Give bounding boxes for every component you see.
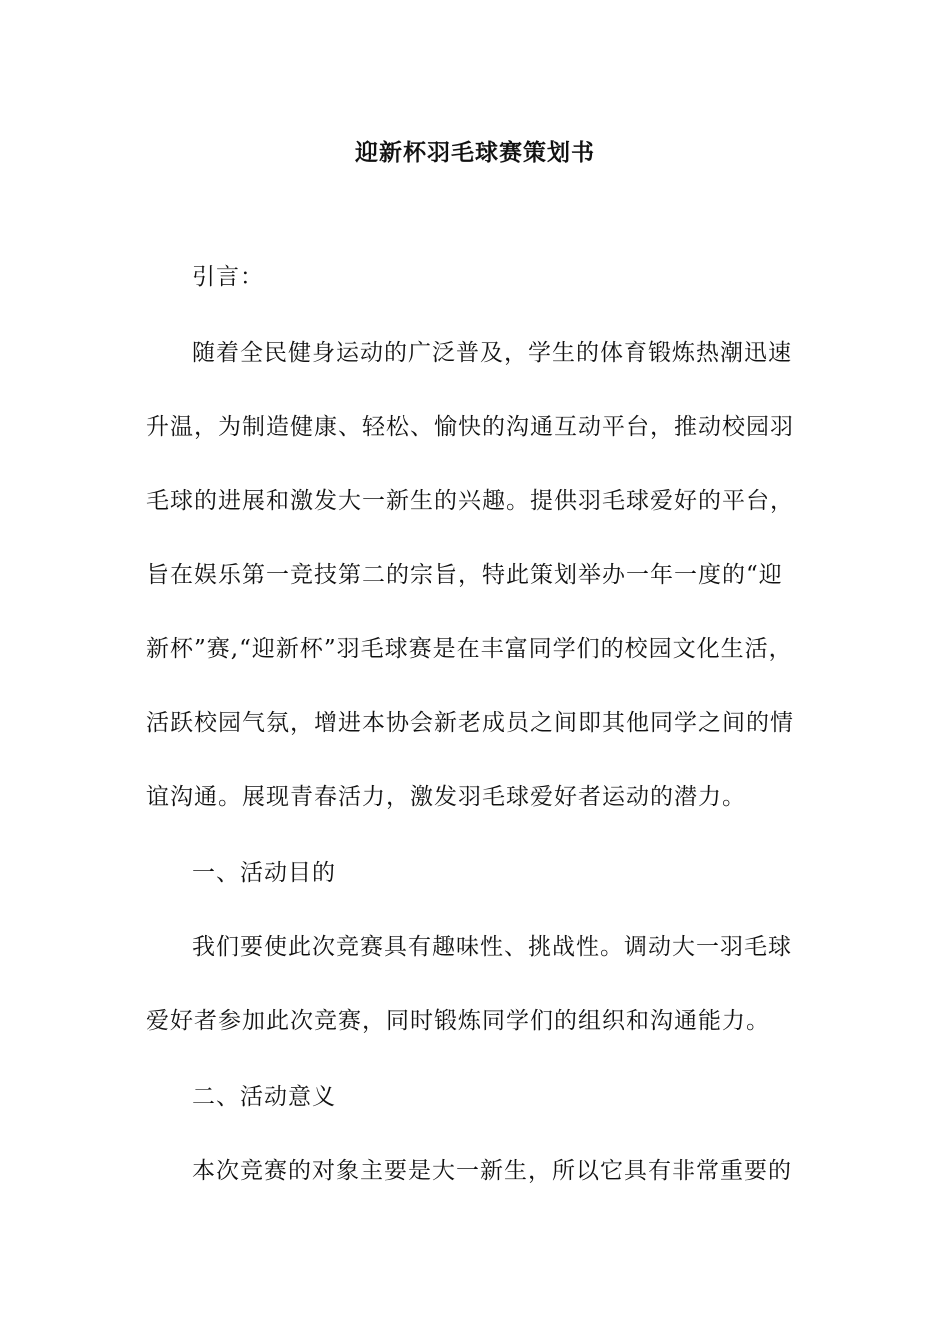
paragraph-line: 升温，为制造健康、轻松、愉快的沟通互动平台，推动校园羽 — [146, 414, 794, 440]
paragraph-line: 毛球的进展和激发大一新生的兴趣。提供羽毛球爱好的平台， — [146, 488, 794, 514]
paragraph-line: 爱好者参加此次竞赛，同时锻炼同学们的组织和沟通能力。 — [146, 1008, 770, 1034]
paragraph-line: 我们要使此次竞赛具有趣味性、挑战性。调动大一羽毛球 — [192, 934, 792, 960]
section-heading-purpose: 一、活动目的 — [192, 860, 336, 886]
document-title: 迎新杯羽毛球赛策划书 — [355, 139, 595, 166]
paragraph-line: 谊沟通。展现青春活力，激发羽毛球爱好者运动的潜力。 — [146, 784, 746, 810]
paragraph-line: 活跃校园气氛，增进本协会新老成员之间即其他同学之间的情 — [146, 710, 794, 736]
paragraph-line: 旨在娱乐第一竞技第二的宗旨，特此策划举办一年一度的“迎 — [146, 562, 783, 588]
section-heading-significance: 二、活动意义 — [192, 1084, 336, 1110]
paragraph-line: 随着全民健身运动的广泛普及，学生的体育锻炼热潮迅速 — [192, 340, 792, 366]
paragraph-line: 新杯”赛,“迎新杯”羽毛球赛是在丰富同学们的校园文化生活， — [146, 636, 793, 662]
intro-heading: 引言： — [192, 264, 264, 290]
paragraph-line: 本次竞赛的对象主要是大一新生，所以它具有非常重要的 — [192, 1158, 792, 1184]
